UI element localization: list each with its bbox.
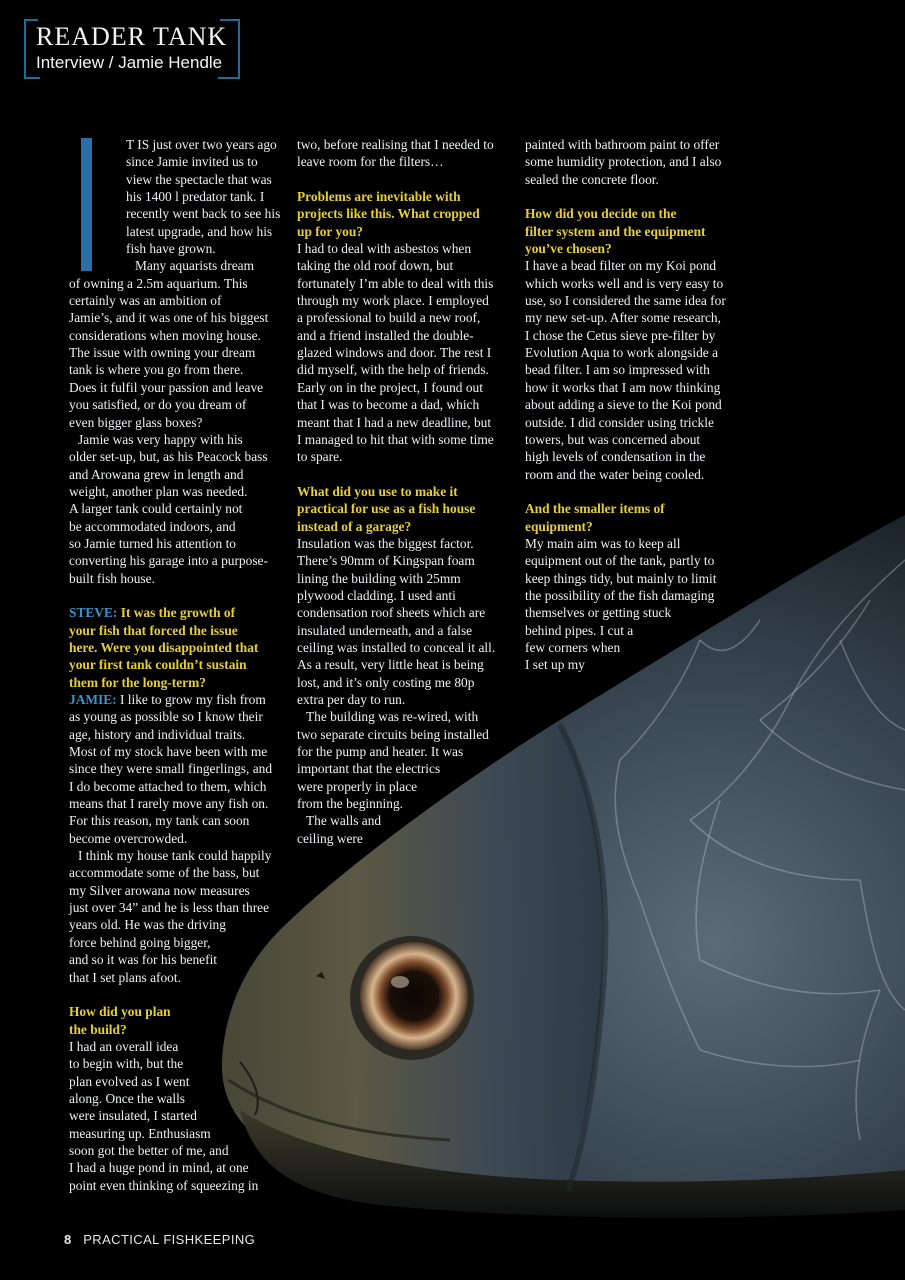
article-line: about adding a sieve to the Koi pond: [525, 397, 722, 413]
article-line: I had to deal with asbestos when: [297, 241, 472, 257]
article-line: behind pipes. I cut a: [525, 622, 634, 638]
article-line: fortunately I’m able to deal with this: [297, 275, 494, 291]
article-line: to spare.: [297, 449, 343, 465]
article-line: did myself, with the help of friends.: [297, 362, 489, 378]
article-line: painted with bathroom paint to offer: [525, 137, 720, 152]
article-line: ceiling were: [297, 830, 363, 846]
article-line: certainly was an ambition of: [69, 293, 222, 309]
article-line: how it works that I am now thinking: [525, 379, 721, 395]
article-line: age, history and individual traits.: [69, 726, 246, 742]
article-line: built fish house.: [69, 570, 155, 586]
article-line: I do become attached to them, which: [69, 778, 267, 794]
article-line: a professional to build a new roof,: [297, 310, 481, 326]
article-line: My main aim was to keep all: [525, 535, 681, 551]
article-line: The walls and: [306, 813, 382, 829]
article-line: two separate circuits being installed: [297, 726, 489, 742]
article-line: weight, another plan was needed.: [69, 483, 248, 499]
article-line: Most of my stock have been with me: [69, 744, 268, 760]
article-line: towers, but was concerned about: [525, 431, 701, 447]
article-line: A larger tank could certainly not: [69, 501, 243, 517]
article-line: the possibility of the fish damaging: [525, 587, 715, 603]
article-line: so Jamie turned his attention to: [69, 535, 236, 551]
article-line: were insulated, I started: [69, 1108, 197, 1124]
article-line: Early on in the project, I found out: [297, 379, 483, 395]
article-line: along. Once the walls: [69, 1090, 186, 1106]
drop-cap-bar: [81, 138, 92, 271]
article-line: Insulation was the biggest factor.: [297, 535, 474, 551]
article-line: view the spectacle that was: [126, 171, 272, 187]
article-line: leave room for the filters…: [297, 154, 444, 170]
article-line: be accommodated indoors, and: [69, 518, 236, 534]
article-line: that I set plans afoot.: [69, 969, 181, 985]
article-line: As a result, very little heat is being: [297, 657, 484, 673]
article-line: you satisfied, or do you dream of: [69, 397, 247, 413]
article-line: Jamie was very happy with his: [78, 431, 243, 447]
article-line: I chose the Cetus sieve pre-filter by: [525, 327, 716, 343]
article-line: high levels of condensation in the: [525, 449, 706, 465]
article-line: glazed windows and door. The rest I: [297, 345, 492, 361]
article-line: I have a bead filter on my Koi pond: [525, 258, 717, 274]
question-heading: What did you use to make it: [297, 483, 458, 499]
article-line: just over 34” and he is less than three: [69, 900, 270, 916]
question-heading: projects like this. What cropped: [297, 206, 480, 222]
article-line: I set up my: [525, 657, 585, 673]
article-line: for the pump and heater. It was: [297, 744, 464, 760]
question-heading: you’ve chosen?: [525, 241, 612, 257]
article-line: I had a huge pond in mind, at one: [69, 1160, 249, 1176]
article-line: outside. I did consider using trickle: [525, 414, 714, 430]
article-line: The issue with owning your dream: [69, 345, 256, 361]
article-line: my Silver arowana now measures: [69, 882, 250, 898]
question-heading: filter system and the equipment: [525, 223, 706, 239]
question-heading: instead of a garage?: [297, 518, 412, 534]
article-line: latest upgrade, and how his: [126, 223, 273, 239]
interview-byline: Interview / Jamie Hendle: [36, 53, 223, 72]
article-line: measuring up. Enthusiasm: [69, 1125, 211, 1141]
article-line: room and the water being cooled.: [525, 466, 705, 482]
article-line: my new set-up. After some research,: [525, 310, 721, 326]
question-heading: [69, 604, 284, 621]
article-line: as young as possible so I know their: [69, 709, 263, 725]
question-text: here. Were you disappointed that: [69, 639, 259, 655]
article-line: Does it fulfil your passion and leave: [69, 379, 264, 395]
article-line: Evolution Aqua to work alongside a: [525, 345, 719, 361]
article-column-2: [297, 136, 512, 847]
article-line: and Arowana grew in length and: [69, 466, 244, 482]
article-line: extra per day to run.: [297, 692, 406, 707]
article-line: few corners when: [525, 639, 621, 655]
article-line: since Jamie invited us to: [126, 154, 258, 170]
magazine-name: PRACTICAL FISHKEEPING: [83, 1232, 256, 1247]
article-line: even bigger glass boxes?: [69, 414, 203, 430]
article-line: For this reason, my tank can soon: [69, 813, 250, 829]
article-line: accommodate some of the bass, but: [69, 865, 260, 881]
article-line: means that I rarely move any fish on.: [69, 796, 269, 812]
article-line: his 1400 l predator tank. I: [126, 189, 265, 205]
article-line: fish have grown.: [126, 241, 216, 257]
speaker-label-steve: STEVE:: [69, 605, 118, 621]
question-heading: Problems are inevitable with: [297, 189, 461, 205]
article-line: through my work place. I employed: [297, 293, 489, 309]
article-line: taking the old roof down, but: [297, 258, 454, 274]
article-line: of owning a 2.5m aquarium. This: [69, 275, 248, 291]
article-line: and a friend installed the double-: [297, 327, 474, 343]
article-line: condensation roof sheets which are: [297, 605, 486, 621]
article-line: to begin with, but the: [69, 1056, 184, 1072]
article-line: some humidity protection, and I also: [525, 154, 722, 170]
article-line: ceiling was installed to conceal it all.: [297, 639, 496, 655]
question-text: them for the long-term?: [69, 674, 206, 690]
article-line: recently went back to see his: [126, 206, 281, 222]
page-number: 8: [64, 1232, 72, 1247]
article-line: point even thinking of squeezing in: [69, 1177, 259, 1193]
question-heading: equipment?: [525, 518, 593, 534]
article-line: T IS just over two years ago: [126, 137, 277, 152]
article-line: I managed to hit that with some time: [297, 431, 494, 447]
article-line: force behind going bigger,: [69, 934, 211, 950]
article-line: considerations when moving house.: [69, 327, 261, 343]
article-line: I think my house tank could happily: [78, 848, 272, 864]
answer-line: [69, 691, 284, 708]
article-line: soon got the better of me, and: [69, 1142, 229, 1158]
article-line: There’s 90mm of Kingspan foam: [297, 553, 475, 569]
article-line: older set-up, but, as his Peacock bass: [69, 449, 268, 465]
article-line: important that the electrics: [297, 761, 441, 777]
article-line: use, so I considered the same idea for: [525, 293, 726, 309]
article-line: keep things tidy, but mainly to limit: [525, 570, 717, 586]
section-title: READER TANK: [36, 22, 228, 51]
article-line: from the beginning.: [297, 796, 403, 812]
article-line: insulated underneath, and a false: [297, 622, 473, 638]
article-line: which works well and is very easy to: [525, 275, 724, 291]
question-heading: How did you decide on the: [525, 206, 677, 222]
article-line: and so it was for his benefit: [69, 952, 218, 968]
article-line: sealed the concrete floor.: [525, 171, 659, 187]
question-heading: practical for use as a fish house: [297, 501, 476, 517]
article-line: tank is where you go from there.: [69, 362, 244, 378]
question-text: your first tank couldn’t sustain: [69, 657, 247, 673]
article-column-1: [69, 136, 284, 1194]
article-line: I like to grow my fish from: [119, 692, 266, 707]
article-line: two, before realising that I needed to: [297, 137, 494, 152]
article-line: since they were small fingerlings, and: [69, 761, 273, 777]
question-heading: up for you?: [297, 223, 363, 239]
speaker-label-jamie: JAMIE:: [69, 692, 117, 707]
article-column-3: [525, 136, 745, 674]
article-line: lost, and it’s only costing me 80p: [297, 674, 475, 690]
article-line: lining the building with 25mm: [297, 570, 461, 586]
question-heading: How did you plan: [69, 1004, 171, 1020]
article-line: Many aquarists dream: [135, 258, 254, 274]
question-text: your fish that forced the issue: [69, 622, 238, 638]
article-line: plan evolved as I went: [69, 1073, 190, 1089]
question-text: It was the growth of: [120, 605, 236, 621]
article-line: bead filter. I am so impressed with: [525, 362, 710, 378]
section-header: [24, 19, 240, 79]
article-line: years old. He was the driving: [69, 917, 226, 933]
page-footer: [64, 1232, 255, 1247]
article-line: Jamie’s, and it was one of his biggest: [69, 310, 269, 326]
article-line: equipment out of the tank, partly to: [525, 553, 715, 569]
article-line: themselves or getting stuck: [525, 605, 672, 621]
article-line: plywood cladding. I used anti: [297, 587, 456, 603]
article-line: become overcrowded.: [69, 830, 188, 846]
article-line: that I was to become a dad, which: [297, 397, 480, 413]
question-heading: the build?: [69, 1021, 127, 1037]
article-line: I had an overall idea: [69, 1038, 179, 1054]
article-line: were properly in place: [297, 778, 418, 794]
article-line: converting his garage into a purpose-: [69, 553, 268, 569]
question-heading: And the smaller items of: [525, 501, 665, 517]
article-line: The building was re-wired, with: [306, 709, 479, 725]
article-line: meant that I had a new deadline, but: [297, 414, 492, 430]
